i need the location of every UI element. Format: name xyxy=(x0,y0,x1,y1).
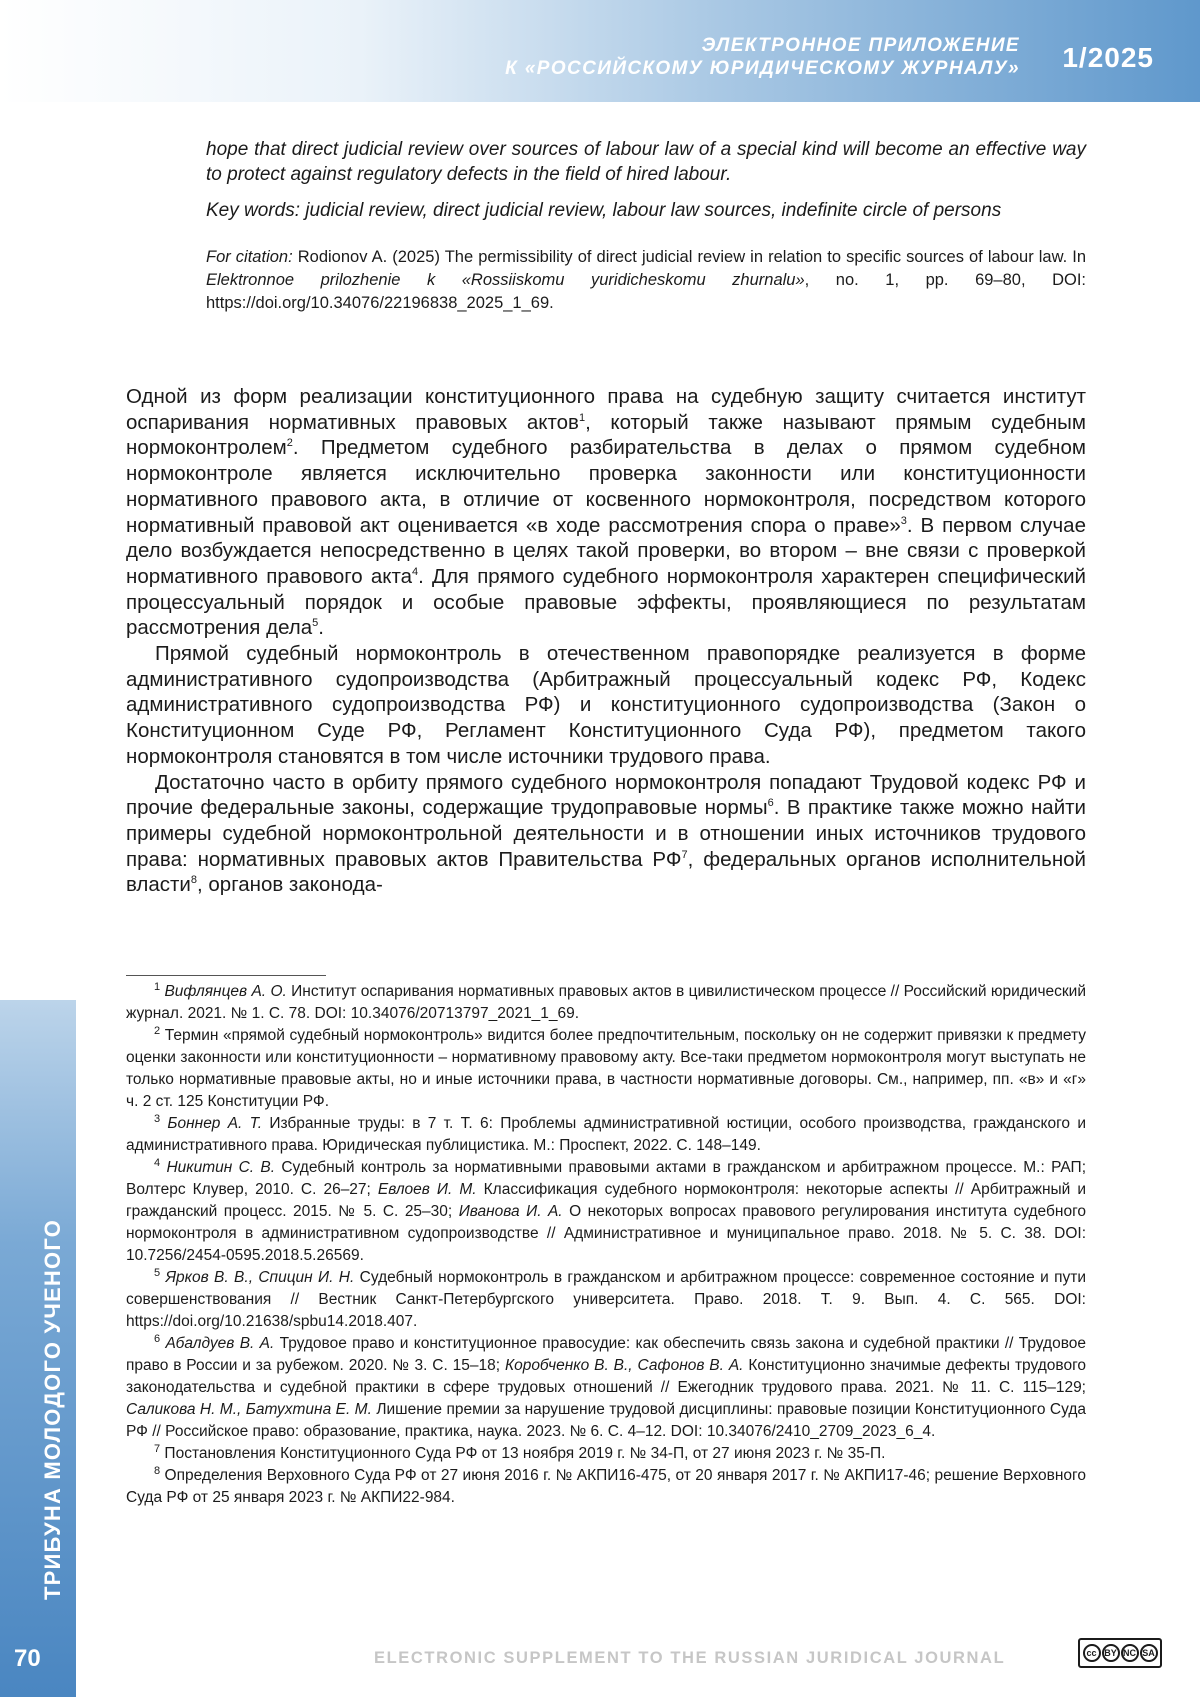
issue-number: 1/2025 xyxy=(1062,42,1154,74)
footnote-text: Конституционно значимые дефекты трудового законодательства и судебной практики в сфере трудовых отношений // Ежегодник трудового права. 2021. № 11. С. 115–129; xyxy=(126,1357,1086,1396)
footnote-text: Избранные труды: в 7 т. Т. 6: Проблемы административной юстиции, особого производства, гражданского и административного права. Юридическая публицистика. М.: Проспект, 2022. С. 148–149. xyxy=(126,1115,1086,1154)
footnote-text: Классификация судебного нормоконтроля: некоторые аспекты // Арбитражный и гражданский процесс. 2015. № 5. С. 25–30; xyxy=(126,1181,1086,1220)
footnote-number: 4 xyxy=(154,1157,160,1169)
citation-text-1: Rodionov A. (2025) The permissibility of direct judicial review in relation to specific sources of labour law. In xyxy=(293,248,1086,266)
text-run: , органов законода- xyxy=(197,873,383,896)
footnote-ref[interactable]: 4 xyxy=(412,566,418,578)
footnote-number: 2 xyxy=(154,1025,160,1037)
abstract-text: hope that direct judicial review over sources of labour law of a special kind will become an effective way to protect against regulatory defects in the field of hired labour. xyxy=(206,138,1086,187)
footnote xyxy=(126,981,1086,1025)
footnote-text: Термин «прямой судебный нормоконтроль» видится более предпочтительным, поскольку он не содержит привязки к предмету оценки законности или конституционности – нормативному правовому акту. Все-таки предметом нормоконтроля могут выступать не только нормативные правовые акты, но и иные источники права, в частности нормативные договоры. См., например, пп. «в» и «г» ч. 2 ст. 125 Конституции РФ. xyxy=(126,1027,1086,1110)
nc-icon: NC xyxy=(1121,1644,1139,1662)
footnote-author: Евлоев И. М. xyxy=(378,1181,477,1198)
footnote xyxy=(126,1157,1086,1267)
footnote-text: Судебный контроль за нормативными правовыми актами в гражданском и арбитражном процессе. М.: РАП; Волтерс Клувер, 2010. С. 26–27; xyxy=(126,1159,1086,1198)
footnote-ref[interactable]: 7 xyxy=(681,849,687,861)
cc-license-badge[interactable] xyxy=(1078,1638,1162,1668)
text-run: . В практике также можно найти примеры судебной нормоконтрольной деятельности и в отношении иных источников трудового права: нормативных правовых актов Правительства РФ xyxy=(126,796,1086,870)
page-header xyxy=(0,0,1200,102)
footnote-author: Саликова Н. М., Батухтина Е. М. xyxy=(126,1401,372,1418)
text-run: , федеральных органов исполнительной власти xyxy=(126,848,1086,897)
footnote-author: Никитин С. В. xyxy=(166,1159,275,1176)
footnote-number: 7 xyxy=(154,1443,160,1455)
footnote xyxy=(126,1267,1086,1333)
keywords: Key words: judicial review, direct judicial review, labour law sources, indefinite circle of persons xyxy=(206,199,1086,224)
footnote-ref[interactable]: 3 xyxy=(901,515,907,527)
journal-title-line1: ЭЛЕКТРОННОЕ ПРИЛОЖЕНИЕ xyxy=(505,34,1020,57)
footnote-author: Коробченко В. В., Сафонов В. А. xyxy=(505,1357,744,1374)
journal-title xyxy=(505,34,1020,80)
footnote-text: Институт оспаривания нормативных правовых актов в цивилистическом процессе // Российский юридический журнал. 2021. № 1. С. 78. DOI: 10.34076/20713797_2021_1_69. xyxy=(126,983,1086,1022)
footnote-number: 6 xyxy=(154,1333,160,1345)
text-run: Достаточно часто в орбиту прямого судебного нормоконтроля попадают Трудовой кодекс РФ и прочие федеральные законы, содержащие трудоправовые нормы xyxy=(126,771,1086,820)
footnote-author: Иванова И. А. xyxy=(459,1203,563,1220)
paragraph xyxy=(126,770,1086,899)
footnote-number: 1 xyxy=(154,981,160,993)
abstract xyxy=(206,138,1086,315)
text-run: . xyxy=(318,616,324,639)
footnote xyxy=(126,1465,1086,1509)
by-icon: BY xyxy=(1102,1644,1120,1662)
footnote-ref[interactable]: 5 xyxy=(312,618,318,630)
citation-journal: Elektronnoe prilozhenie k «Rossiiskomu yuridicheskomu zhurnalu» xyxy=(206,271,805,289)
footnote-author: Боннер А. Т. xyxy=(167,1115,262,1132)
cc-icon: cc xyxy=(1083,1644,1101,1662)
footnotes xyxy=(126,981,1086,1509)
footer-journal-name: ELECTRONIC SUPPLEMENT TO THE RUSSIAN JURIDICAL JOURNAL xyxy=(374,1649,1005,1668)
text-run: . Для прямого судебного нормоконтроля характерен специфический процессуальный порядок и особые правовые эффекты, проявляющиеся по результатам рассмотрения дела xyxy=(126,565,1086,639)
footnote xyxy=(126,1113,1086,1157)
footnote-author: Вифлянцев А. О. xyxy=(164,983,286,1000)
footnote-number: 8 xyxy=(154,1465,160,1477)
citation-label: For citation: xyxy=(206,248,293,266)
footnote-text: Постановления Конституционного Суда РФ от 13 ноября 2019 г. № 34-П, от 27 июня 2023 г. № 35-П. xyxy=(160,1445,885,1462)
text-run: Одной из форм реализации конституционного права на судебную защиту считается институт оспаривания нормативных правовых актов xyxy=(126,385,1086,434)
footnote-ref[interactable]: 6 xyxy=(768,797,774,809)
footnote-text: Судебный нормоконтроль в гражданском и арбитражном процессе: современное состояние и пути совершенствования // Вестник Санкт-Петербургского университета. Право. 2018. Т. 9. Вып. 4. С. 565. DOI: https://doi.org/10.21638/spbu14.2018.407. xyxy=(126,1269,1086,1330)
footnote-ref[interactable]: 8 xyxy=(191,875,197,887)
text-run: . Предметом судебного разбирательства в делах о прямом судебном нормоконтроле является исключительно проверка законности или конституционности нормативного правового акта, в отличие от косвенного нормоконтроля, посредством которого нормативный правовой акт оценивается «в ходе рассмотрения спора о праве» xyxy=(126,436,1086,536)
footnote-author: Абалдуев В. А. xyxy=(165,1335,274,1352)
sa-icon: SA xyxy=(1140,1644,1158,1662)
article-body xyxy=(126,384,1086,898)
footnote-number: 5 xyxy=(154,1267,160,1279)
text-run: , который также называют прямым судебным нормоконтролем xyxy=(126,411,1086,460)
text-run: . В первом случае дело возбуждается непосредственно в целях такой проверки, во втором – вне связи с проверкой нормативного правового акта xyxy=(126,514,1086,588)
footnote-divider xyxy=(126,975,326,976)
footnote-ref[interactable]: 2 xyxy=(287,438,293,450)
footnote-text: Определения Верховного Суда РФ от 27 июня 2016 г. № АКПИ16-475, от 20 января 2017 г. № АКПИ17-46; решение Верховного Суда РФ от 25 января 2023 г. № АКПИ22-984. xyxy=(126,1467,1086,1506)
footnote-author: Ярков В. В., Спицин И. Н. xyxy=(165,1269,354,1286)
page-number: 70 xyxy=(14,1645,41,1673)
section-title: ТРИБУНА МОЛОДОГО УЧЕНОГО xyxy=(40,1219,66,1600)
footnote-number: 3 xyxy=(154,1113,160,1125)
paragraph: Прямой судебный нормоконтроль в отечественном правопорядке реализуется в форме административного судопроизводства (Арбитражный процессуальный кодекс РФ, Кодекс административного судопроизводства РФ) и конституционного судопроизводства (Закон о Конституционном Суде РФ, Регламент Конституционного Суда РФ), предметом такого нормоконтроля становятся в том числе источники трудового права. xyxy=(126,641,1086,770)
footnote xyxy=(126,1025,1086,1113)
footnote xyxy=(126,1443,1086,1465)
footnote-text: О некоторых вопросах правового регулирования института судебного нормоконтроля в административном судопроизводстве // Административное и муниципальное право. 2018. № 5. С. 38. DOI: 10.7256/2454-0595.2018.5.26569. xyxy=(126,1203,1086,1264)
footnote-text: Лишение премии за нарушение трудовой дисциплины: правовые позиции Конституционного Суда РФ // Российское право: образование, практика, наука. 2023. № 6. С. 4–12. DOI: 10.34076/2410_2709_2023_6_4. xyxy=(126,1401,1086,1440)
citation-text-2: , no. 1, pp. 69–80, DOI: https://doi.org/10.34076/22196838_2025_1_69. xyxy=(206,271,1086,312)
paragraph xyxy=(126,384,1086,641)
footnote-text: Трудовое право и конституционное правосудие: как обеспечить связь закона и судебной практики // Трудовое право в России и за рубежом. 2020. № 3. С. 15–18; xyxy=(126,1335,1086,1374)
footnote-ref[interactable]: 1 xyxy=(579,412,585,424)
footnote xyxy=(126,1333,1086,1443)
citation xyxy=(206,246,1086,315)
journal-title-line2: К «РОССИЙСКОМУ ЮРИДИЧЕСКОМУ ЖУРНАЛУ» xyxy=(505,57,1020,80)
